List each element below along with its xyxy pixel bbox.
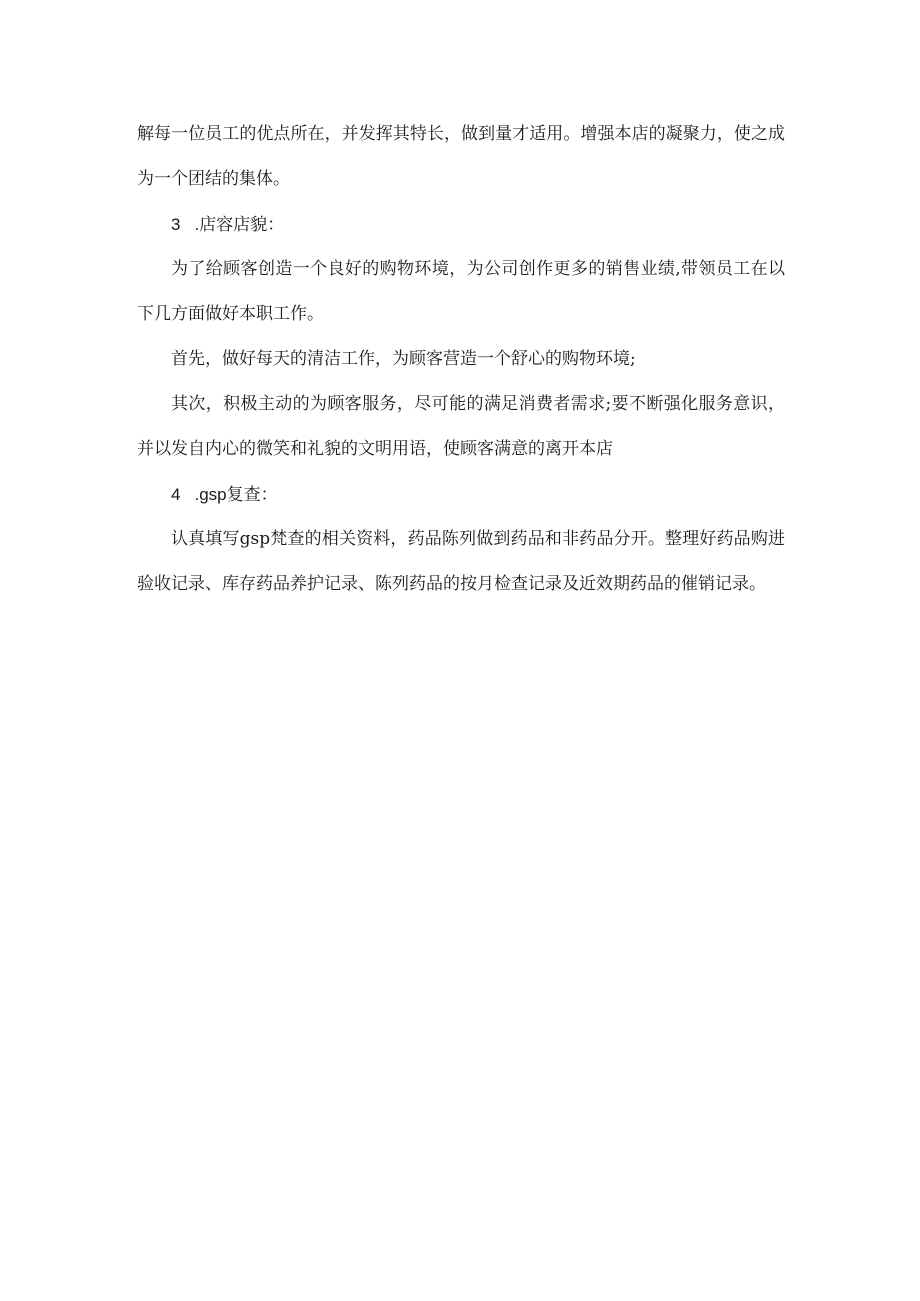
section-number: 3 [171, 215, 181, 234]
paragraph-second-service: 其次，积极主动的为顾客服务，尽可能的满足消费者需求;要不断强化服务意识，并以发自内心的微笑和礼貌的文明用语，使顾客满意的离开本店 [137, 394, 785, 459]
paragraph-gsp-records: 认真填写gsp梵查的相关资料，药品陈列做到药品和非药品分开。整理好药品购进验收记录、库存药品养护记录、陈列药品的按月检查记录及近效期药品的催销记录。 [137, 529, 785, 594]
paragraph-staff-cohesion: 解每一位员工的优点所在，并发挥其特长，做到量才适用。增强本店的凝聚力，使之成为一个团结的集体。 [137, 124, 785, 189]
section-number: 4 [171, 485, 181, 504]
section-heading-gsp-review [137, 472, 785, 517]
section-heading-store-appearance [137, 202, 785, 247]
section-title: .gsp复查： [194, 485, 278, 504]
document-body [137, 112, 785, 607]
paragraph-first-cleaning: 首先，做好每天的清洁工作，为顾客营造一个舒心的购物环境; [171, 349, 636, 369]
section-title: .店容店貌： [194, 215, 285, 234]
paragraph-shopping-environment: 为了给顾客创造一个良好的购物环境，为公司创作更多的销售业绩,带领员工在以下几方面做好本职工作。 [137, 259, 785, 324]
